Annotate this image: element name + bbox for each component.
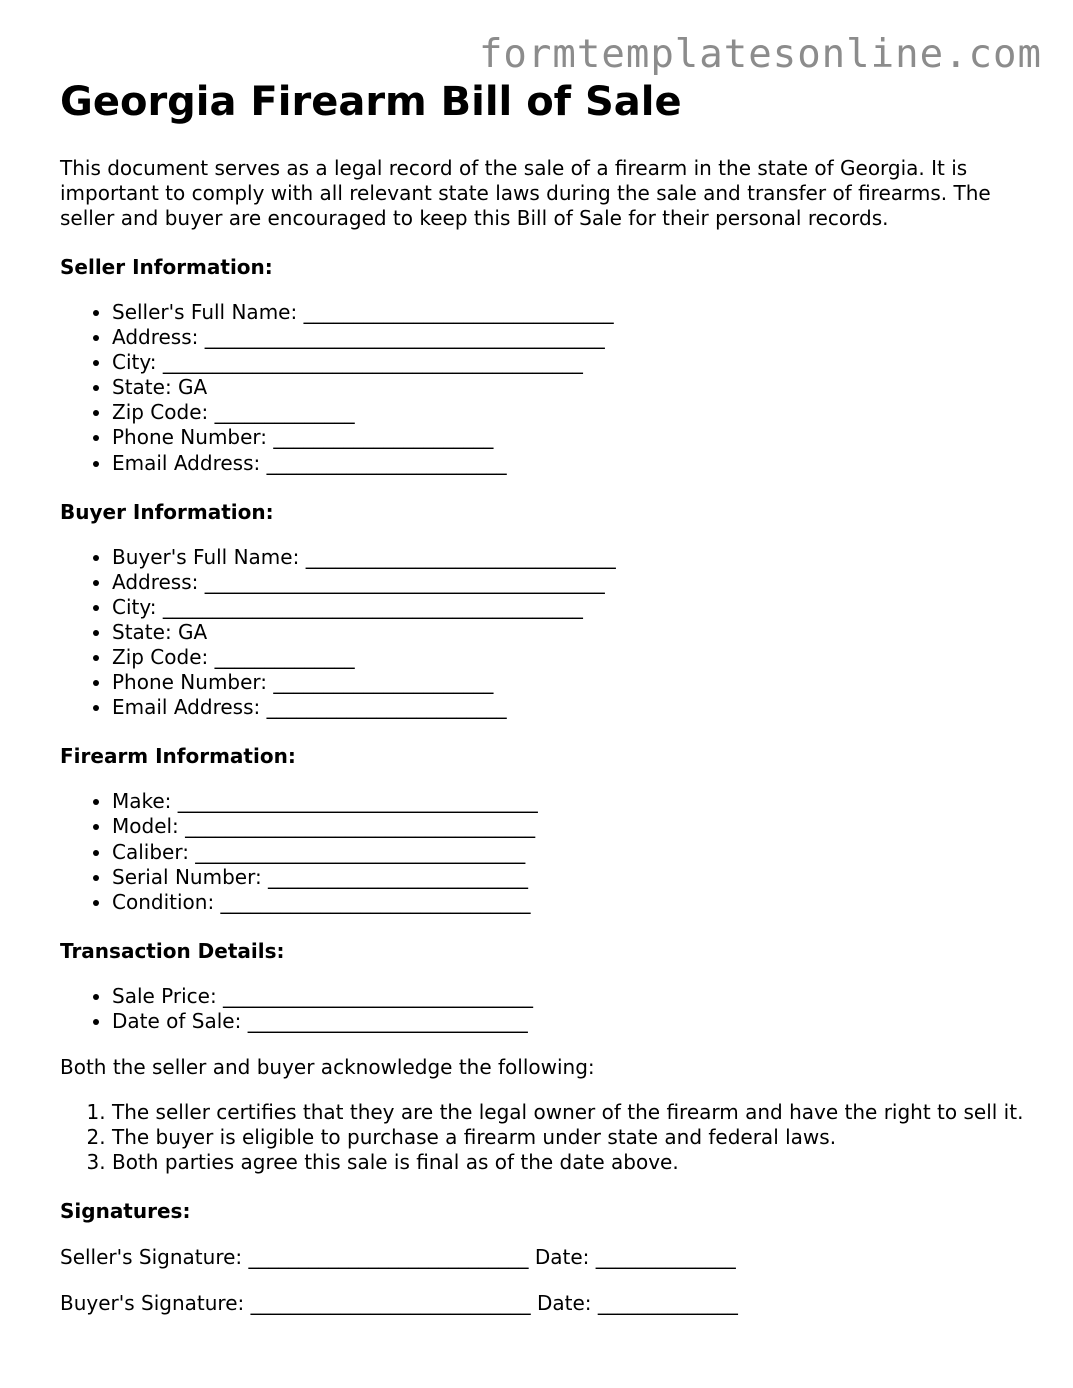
seller-address: • Address: ________________________________________: [112, 325, 1030, 350]
document-page: [60, 78, 1030, 1316]
date-of-sale: • Date of Sale: ____________________________: [112, 1009, 1030, 1034]
seller-heading: Seller Information:: [60, 255, 273, 279]
buyer-zip: • Zip Code: ______________: [112, 645, 1030, 670]
seller-signature-line: Seller's Signature: ____________________________ Date: ______________: [60, 1245, 736, 1270]
transaction-heading: Transaction Details:: [60, 938, 285, 963]
buyer-full-name: • Buyer's Full Name: _______________________________: [112, 545, 1030, 570]
buyer-phone: • Phone Number: ______________________: [112, 670, 1030, 695]
page-title: Georgia Firearm Bill of Sale: [60, 79, 682, 125]
acknowledge-item: 1. The seller certifies that they are the legal owner of the firearm and have the right to sell it.: [112, 1100, 1030, 1125]
buyer-city: • City: __________________________________________: [112, 595, 1030, 620]
seller-city: • City: __________________________________________: [112, 350, 1030, 375]
buyer-list: [60, 545, 1030, 721]
seller-email: • Email Address: ________________________: [112, 451, 1030, 476]
seller-zip: • Zip Code: ______________: [112, 400, 1030, 425]
firearm-caliber: • Caliber: _________________________________: [112, 840, 1030, 865]
acknowledge-list: [60, 1100, 1030, 1175]
firearm-make: • Make: ____________________________________: [112, 789, 1030, 814]
acknowledge-lead: Both the seller and buyer acknowledge the following:: [60, 1054, 595, 1079]
seller-full-name: • Seller's Full Name: _______________________________: [112, 300, 1030, 325]
sale-price: • Sale Price: _______________________________: [112, 984, 1030, 1009]
firearm-serial: • Serial Number: __________________________: [112, 865, 1030, 890]
acknowledge-item: 2. The buyer is eligible to purchase a firearm under state and federal laws.: [112, 1125, 1030, 1150]
buyer-email: • Email Address: ________________________: [112, 695, 1030, 720]
acknowledge-item: 3. Both parties agree this sale is final as of the date above.: [112, 1150, 1030, 1175]
intro-paragraph: This document serves as a legal record of the sale of a firearm in the state of Georgia. It is important to comply with all relevant state laws during the sale and transfer of firearms. The seller and buyer are encouraged to keep this Bill of Sale for their personal records.: [60, 156, 991, 230]
seller-state: • State: GA: [112, 375, 1030, 400]
buyer-address: • Address: ________________________________________: [112, 570, 1030, 595]
transaction-list: [60, 984, 1030, 1034]
signatures-heading: Signatures:: [60, 1199, 191, 1224]
firearm-heading: Firearm Information:: [60, 744, 296, 769]
buyer-state: • State: GA: [112, 620, 1030, 645]
firearm-list: [60, 789, 1030, 914]
watermark: formtemplatesonline.com: [478, 32, 1042, 77]
buyer-signature-line: Buyer's Signature: ____________________________ Date: ______________: [60, 1291, 738, 1316]
seller-list: [60, 300, 1030, 476]
seller-phone: • Phone Number: ______________________: [112, 425, 1030, 450]
firearm-model: • Model: ___________________________________: [112, 814, 1030, 839]
buyer-heading: Buyer Information:: [60, 499, 274, 524]
firearm-condition: • Condition: _______________________________: [112, 890, 1030, 915]
